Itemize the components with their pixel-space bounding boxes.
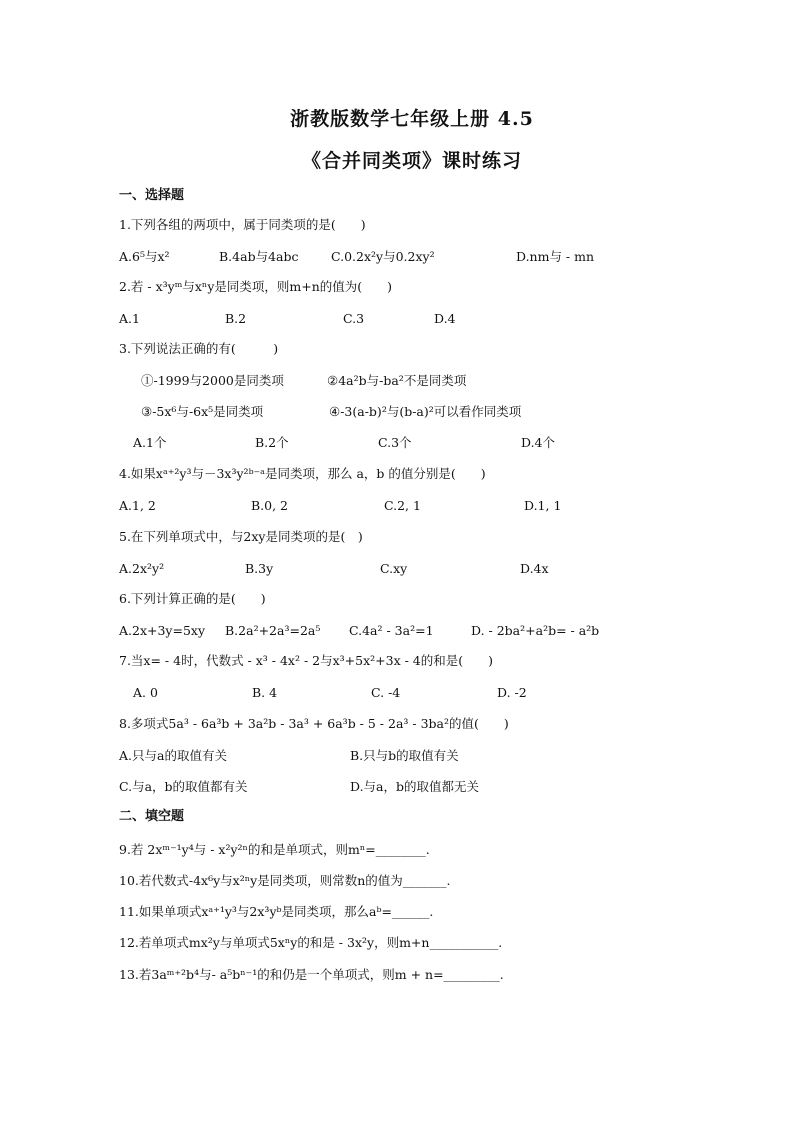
option-a: A.2x+3y=5xy [119, 623, 206, 638]
option-a: A.1个 [133, 435, 167, 450]
option-b: B.2 [225, 311, 247, 326]
option-b: B.只与b的取值有关 [350, 748, 459, 763]
option-d: D.与a，b的取值都无关 [350, 779, 480, 794]
option-c: C.3 [343, 311, 365, 326]
document-title: 浙教版数学七年级上册 4.5 [290, 108, 534, 130]
option-c: C.4a² - 3a²=1 [349, 623, 434, 638]
statement-1: ①-1999与2000是同类项 [141, 373, 284, 388]
option-c: C.0.2x²y与0.2xy² [331, 249, 435, 264]
option-a: A.6⁵与x² [119, 249, 170, 264]
question-1-stem: 1.下列各组的两项中，属于同类项的是( ) [119, 217, 366, 232]
question-2-stem: 2.若 - x³yᵐ与xⁿy是同类项，则m+n的值为( ) [119, 279, 393, 294]
option-c: C. -4 [371, 685, 401, 700]
option-d: D.1, 1 [524, 498, 562, 513]
question-9: 9.若 2xᵐ⁻¹y⁴与 - x²y²ⁿ的和是单项式，则mⁿ=________. [119, 842, 430, 857]
option-a: A.2x²y² [119, 561, 165, 576]
option-b: B.3y [245, 561, 274, 576]
question-12: 12.若单项式mx²y与单项式5xⁿy的和是 - 3x²y，则m+n___________. [119, 935, 503, 950]
option-d: D. -2 [497, 685, 527, 700]
option-b: B.0, 2 [251, 498, 289, 513]
option-c: C.3个 [378, 435, 412, 450]
option-b: B. 4 [252, 685, 278, 700]
question-4-stem: 4.如果xᵃ⁺²y³与－3x³y²ᵇ⁻ᵃ是同类项，那么 a，b 的值分别是( ) [119, 466, 486, 481]
question-3-stem: 3.下列说法正确的有( ) [119, 341, 279, 356]
option-a: A.只与a的取值有关 [119, 748, 227, 763]
option-a: A.1 [119, 311, 140, 326]
option-a: A. 0 [133, 685, 158, 700]
option-b: B.2个 [255, 435, 289, 450]
question-6-stem: 6.下列计算正确的是( ) [119, 591, 266, 606]
option-d: D.4个 [521, 435, 556, 450]
option-b: B.2a²+2a³=2a⁵ [225, 623, 321, 638]
document-subtitle: 《合并同类项》课时练习 [301, 150, 522, 172]
option-c: C.2, 1 [384, 498, 421, 513]
statement-4: ④-3(a-b)²与(b-a)²可以看作同类项 [329, 404, 522, 419]
question-8-stem: 8.多项式5a³ - 6a³b + 3a²b - 3a³ + 6a³b - 5 - 2a³ - 3ba²的值( ) [119, 716, 509, 731]
option-b: B.4ab与4abc [219, 249, 299, 264]
section-heading-fill: 二、填空题 [119, 809, 185, 824]
option-d: D.nm与 - mn [516, 249, 595, 264]
statement-3: ③-5x⁶与-6x⁵是同类项 [141, 404, 264, 419]
option-c: C.xy [380, 561, 408, 576]
option-d: D. - 2ba²+a²b= - a²b [471, 623, 600, 638]
section-heading-choice: 一、选择题 [119, 188, 185, 203]
question-10: 10.若代数式-4x⁶y与x²ⁿy是同类项，则常数n的值为_______. [119, 873, 451, 888]
question-13: 13.若3aᵐ⁺²b⁴与- a⁵bⁿ⁻¹的和仍是一个单项式，则m + n=_________. [119, 967, 504, 982]
option-c: C.与a，b的取值都有关 [119, 779, 248, 794]
statement-2: ②4a²b与-ba²不是同类项 [327, 373, 467, 388]
option-d: D.4x [520, 561, 549, 576]
question-11: 11.如果单项式xᵃ⁺¹y³与2x³yᵇ是同类项，那么aᵇ=______. [119, 904, 434, 919]
question-7-stem: 7.当x= - 4时，代数式 - x³ - 4x² - 2与x³+5x²+3x - 4的和是( ) [119, 653, 494, 668]
option-d: D.4 [434, 311, 456, 326]
question-5-stem: 5.在下列单项式中，与2xy是同类项的是( ) [119, 529, 363, 544]
option-a: A.1, 2 [119, 498, 156, 513]
